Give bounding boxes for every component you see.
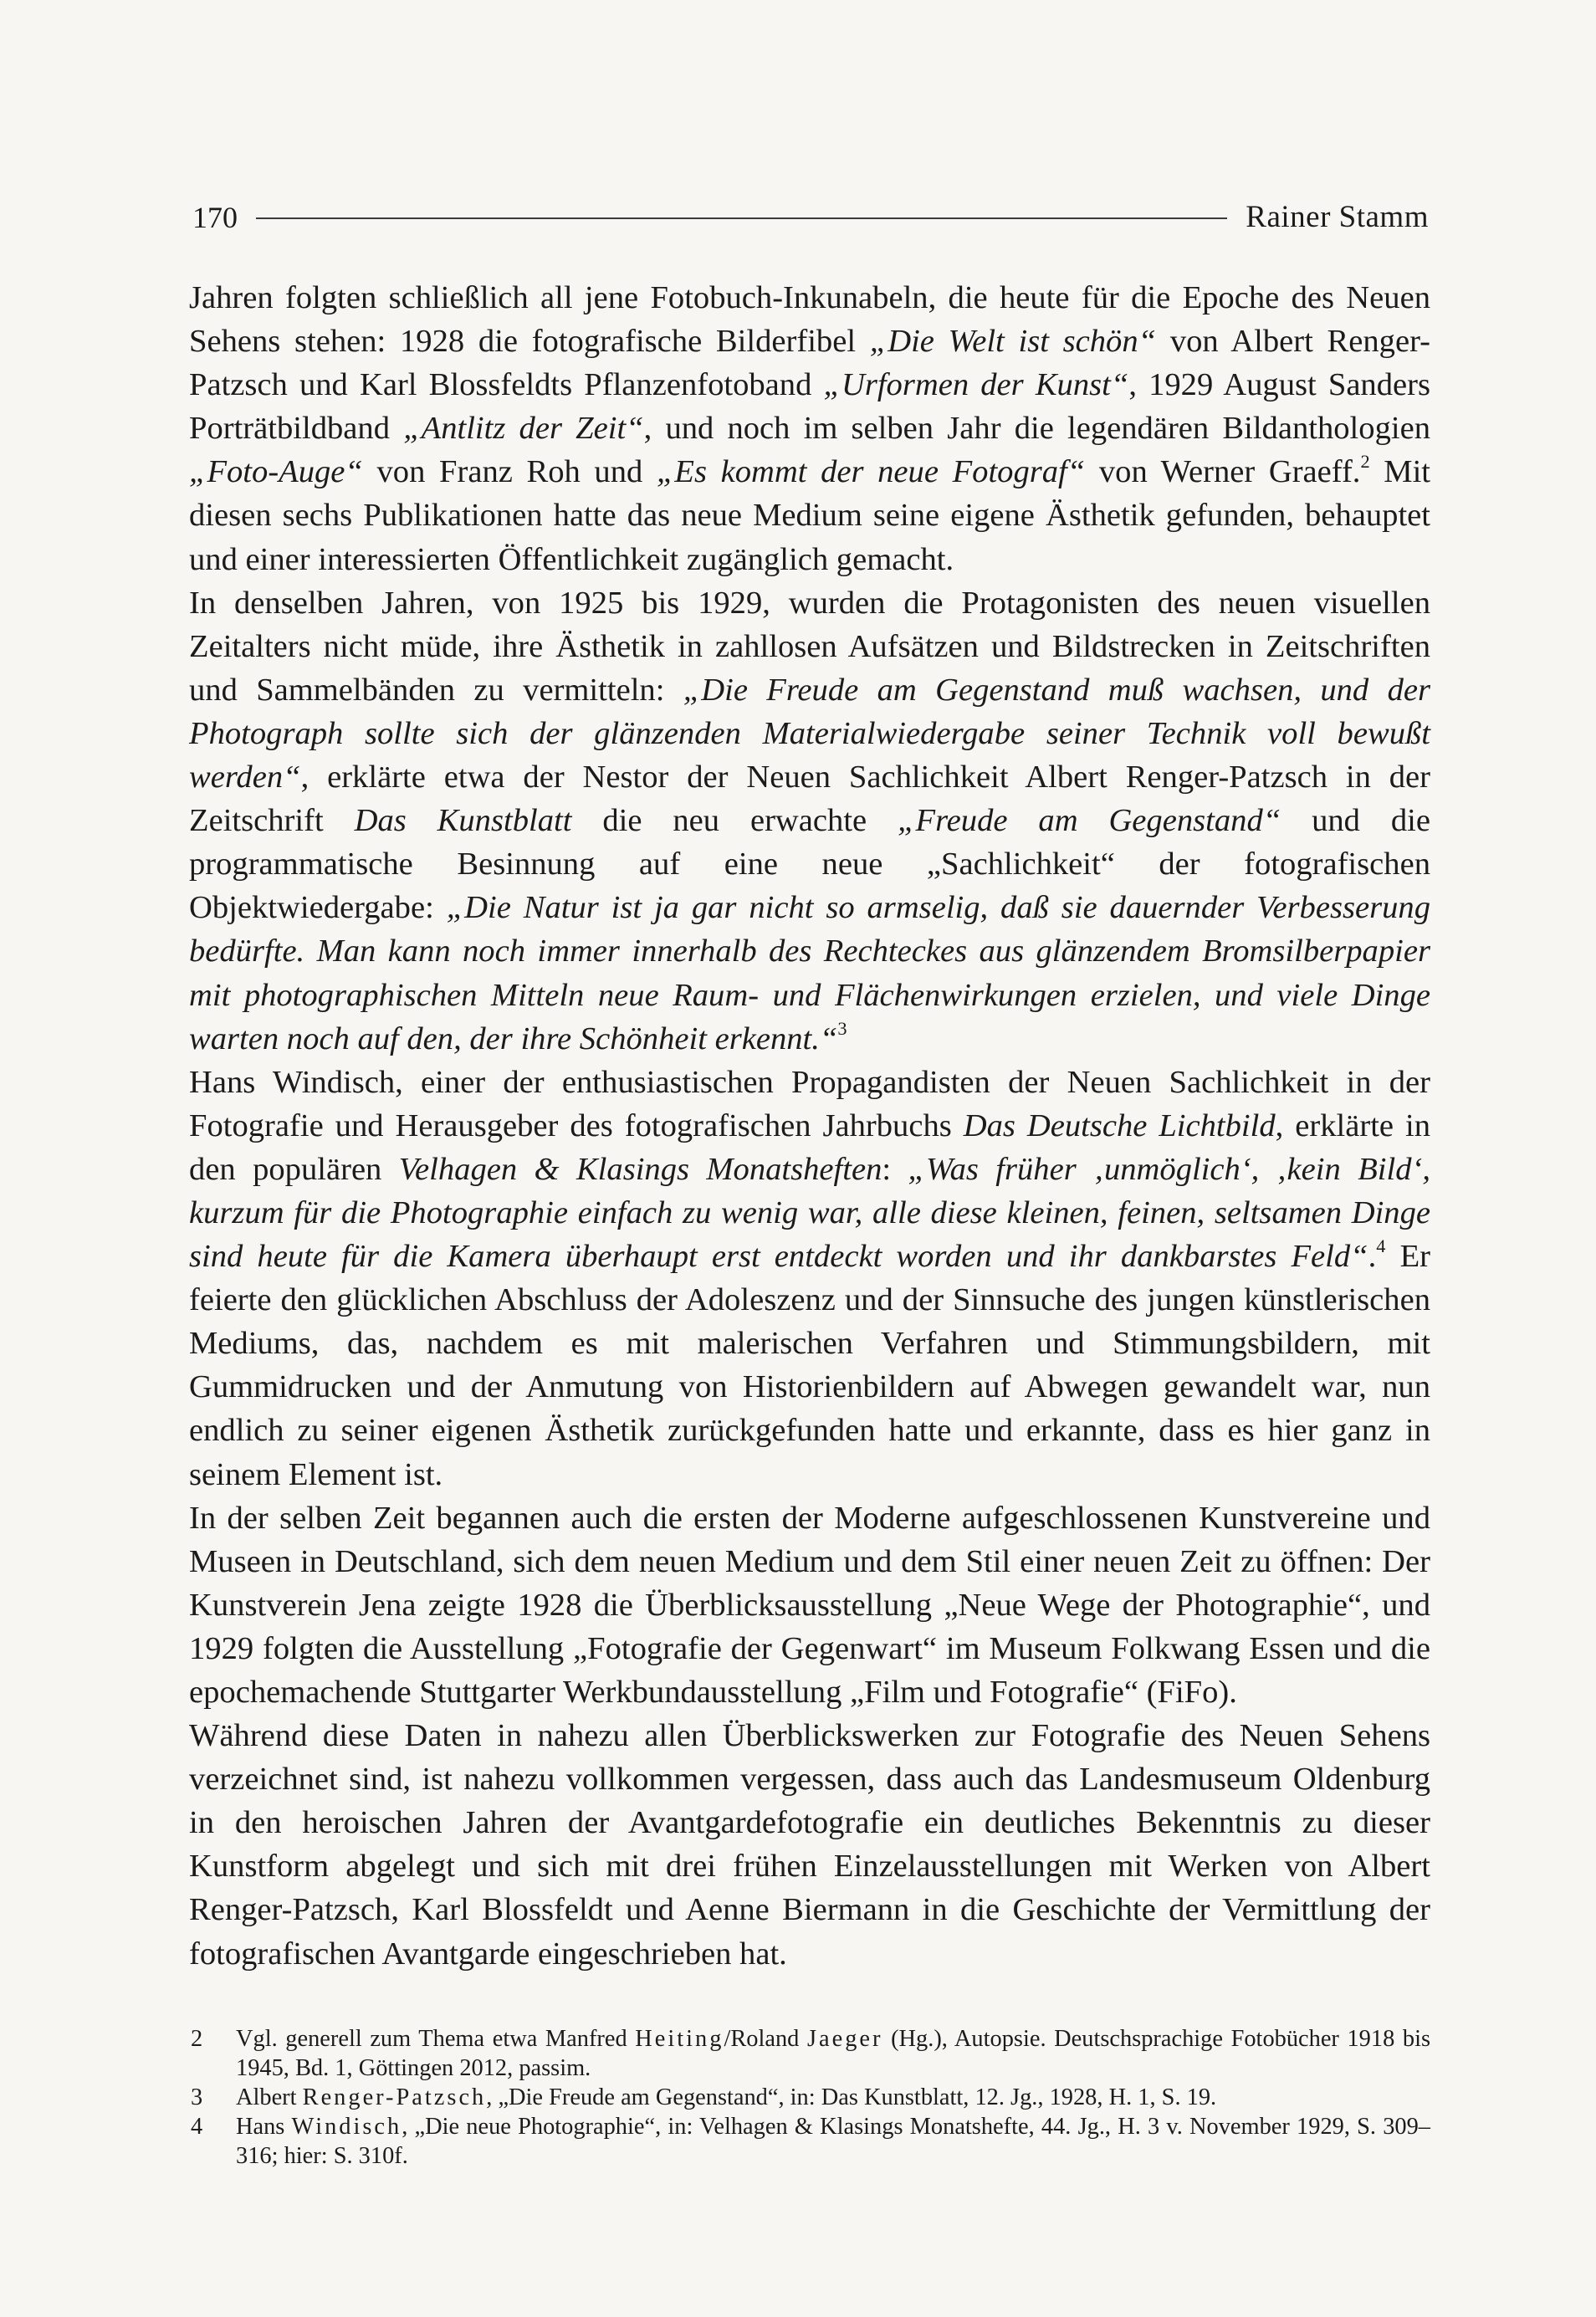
quotation: „Die Natur ist ja gar nicht so armselig, daß sie dauernder Verbesserung bedürfte. Man kann noch immer innerhalb des Rechteckes aus glänzendem Bromsilberpapier mit photographischen Mitteln neue Raum- und Flächenwirkungen erzielen, und viele Dinge warten noch auf den, der ihre Schönheit erkennt.“ — [189, 890, 1430, 1056]
text-run: Hans — [236, 2114, 292, 2140]
text-run: : — [882, 1151, 908, 1187]
book-title: „Die Welt ist schön“ — [869, 324, 1157, 360]
footnote-text — [236, 2083, 1430, 2112]
book-title: „Es kommt der neue Fotograf“ — [656, 454, 1086, 490]
text-run: Jahren folgten schließlich all jene Fotobuch-Inkunabeln, die heute für die Epoche des Neuen Sehens stehen: 1928 die fotografische Bilderfibel — [189, 280, 1430, 360]
paragraph-3 — [189, 1061, 1430, 1496]
footnote-number: 3 — [191, 2084, 203, 2110]
text-run: von Franz Roh und — [362, 454, 657, 490]
text-run: . — [1368, 1239, 1377, 1275]
author-name: Windisch — [291, 2114, 402, 2140]
paragraph-1 — [189, 276, 1430, 581]
author-name: Jaeger — [806, 2026, 883, 2052]
author-name: Heiting — [635, 2026, 724, 2052]
footnotes — [189, 2024, 1430, 2171]
text-run: Hans Windisch, einer der enthusiastischen Propagandisten der Neuen Sachlichkeit in der Fotografie und Herausgeber des fotografischen Jahrbuchs — [189, 1064, 1430, 1143]
footnote-text — [236, 2112, 1430, 2171]
footnote-text — [236, 2024, 1430, 2083]
quotation: „Was früher ‚unmöglich‘, ‚kein Bild‘, kurzum für die Photographie einfach zu wenig war, alle diese kleinen, feinen, seltsamen Dinge sind heute für die Kamera überhaupt erst entdeckt worden und ihr dankbarstes Feld“ — [189, 1151, 1430, 1275]
text-run: Albert — [236, 2084, 303, 2110]
text-run: /Roland — [724, 2026, 807, 2052]
book-title: „Antlitz der Zeit“ — [403, 411, 644, 447]
text-run: , 1929 August Sanders Porträtbildband — [189, 367, 1430, 447]
text-run: , erklärte etwa der Nestor der Neuen Sachlichkeit Albert Renger-Patzsch in der Zeitschrift — [189, 760, 1430, 839]
journal-title: Das Kunstblatt — [354, 803, 572, 839]
paragraph-4: In der selben Zeit begannen auch die ersten der Moderne aufgeschlossenen Kunstvereine und Museen in Deutschland, sich dem neuen Medium und dem Stil einer neuen Zeit zu öffnen: Der Kunstverein Jena zeigte 1928 die Überblicksausstellung „Neue Wege der Photographie“, und 1929 folgten die Ausstellung „Fotografie der Gegenwart“ im Museum Folkwang Essen und die epochemachende Stuttgarter Werkbundausstellung „Film und Fotografie“ (FiFo). — [189, 1500, 1430, 1710]
footnote-3 — [189, 2083, 1430, 2112]
header-rule — [256, 217, 1227, 219]
text-run: , „Die neue Photographie“, in: Velhagen & Klasings Monatshefte, 44. Jg., H. 3 v. November 1929, S. 309–316; hier: S. 310f. — [236, 2114, 1430, 2169]
text-run: und die programmatische Besinnung auf eine neue „Sachlichkeit“ der fotografischen Objektwiedergabe: — [189, 803, 1430, 926]
text-run: (Hg.), Autopsie. Deutschsprachige Fotobücher 1918 bis 1945, Bd. 1, Göttingen 2012, passim. — [236, 2026, 1431, 2081]
footnote-2 — [189, 2024, 1430, 2083]
text-run: Mit diesen sechs Publikationen hatte das neue Medium seine eigene Ästhetik gefunden, behauptet und einer interessierten Öffentlichkeit zugänglich gemacht. — [189, 454, 1431, 577]
text-run: von Albert Renger-Patzsch und Karl Blossfeldts Pflanzenfotoband — [189, 324, 1431, 403]
footnote-number: 4 — [191, 2114, 203, 2140]
footnote-4 — [189, 2112, 1430, 2171]
book-title: „Foto-Auge“ — [189, 454, 363, 490]
journal-title: Velhagen & Klasings Monatsheften — [398, 1151, 882, 1187]
text-run: Vgl. generell zum Thema etwa Manfred — [236, 2026, 636, 2052]
footnote-ref[interactable]: 4 — [1376, 1235, 1386, 1257]
text-run: Er feierte den glücklichen Abschluss der Adoleszenz und der Sinnsuche des jungen künstlerischen Mediums, das, nachdem es mit malerischen Verfahren und Stimmungsbildern, mit Gummidrucken und der Anmutung von Historienbildern auf Abwegen gewandelt war, nun endlich zu seiner eigenen Ästhetik zurückgefunden hatte und erkannte, dass es hier ganz in seinem Element ist. — [189, 1239, 1430, 1492]
body-text — [189, 276, 1430, 1976]
running-head-author: Rainer Stamm — [1246, 200, 1429, 234]
book-title: „Urformen der Kunst“ — [823, 367, 1129, 403]
running-header — [192, 182, 1429, 233]
journal-title: Das Deutsche Lichtbild — [963, 1107, 1276, 1143]
text-run: , erklärte in den populären — [189, 1107, 1431, 1187]
paragraph-5: Während diese Daten in nahezu allen Überblickswerken zur Fotografie des Neuen Sehens verzeichnet sind, ist nahezu vollkommen vergessen, dass auch das Landesmuseum Oldenburg in den heroischen Jahren der Avantgardefotografie ein deutliches Bekenntnis zu dieser Kunstform abgelegt und sich mit drei frühen Einzelausstellungen mit Werken von Albert Renger-Patzsch, Karl Blossfeldt und Aenne Biermann in die Geschichte der Vermittlung der fotografischen Avantgarde eingeschrieben hat. — [189, 1718, 1430, 1972]
text-run: die neu erwachte — [571, 803, 898, 839]
text-run: , „Die Freude am Gegenstand“, in: Das Kunstblatt, 12. Jg., 1928, H. 1, S. 19. — [486, 2084, 1217, 2110]
quotation: „Freude am Gegenstand“ — [898, 803, 1281, 839]
quotation: „Die Freude am Gegenstand muß wachsen, und der Photograph sollte sich der glänzenden Materialwiedergabe seiner Technik voll bewußt werden“ — [189, 672, 1430, 795]
paragraph-2 — [189, 581, 1430, 1061]
page-number: 170 — [192, 201, 238, 234]
text-run: , und noch im selben Jahr die legendären Bildanthologien — [643, 411, 1430, 447]
footnote-ref[interactable]: 3 — [837, 1017, 847, 1039]
text-run: In denselben Jahren, von 1925 bis 1929, wurden die Protagonisten des neuen visuellen Zeitalters nicht müde, ihre Ästhetik in zahllosen Aufsätzen und Bildstrecken in Zeitschriften und Sammelbänden zu vermitteln: — [189, 585, 1430, 708]
author-name: Renger-Patzsch — [302, 2084, 487, 2110]
footnote-ref[interactable]: 2 — [1360, 451, 1370, 473]
footnote-number: 2 — [191, 2026, 203, 2052]
text-run: von Werner Graeff. — [1085, 454, 1361, 490]
